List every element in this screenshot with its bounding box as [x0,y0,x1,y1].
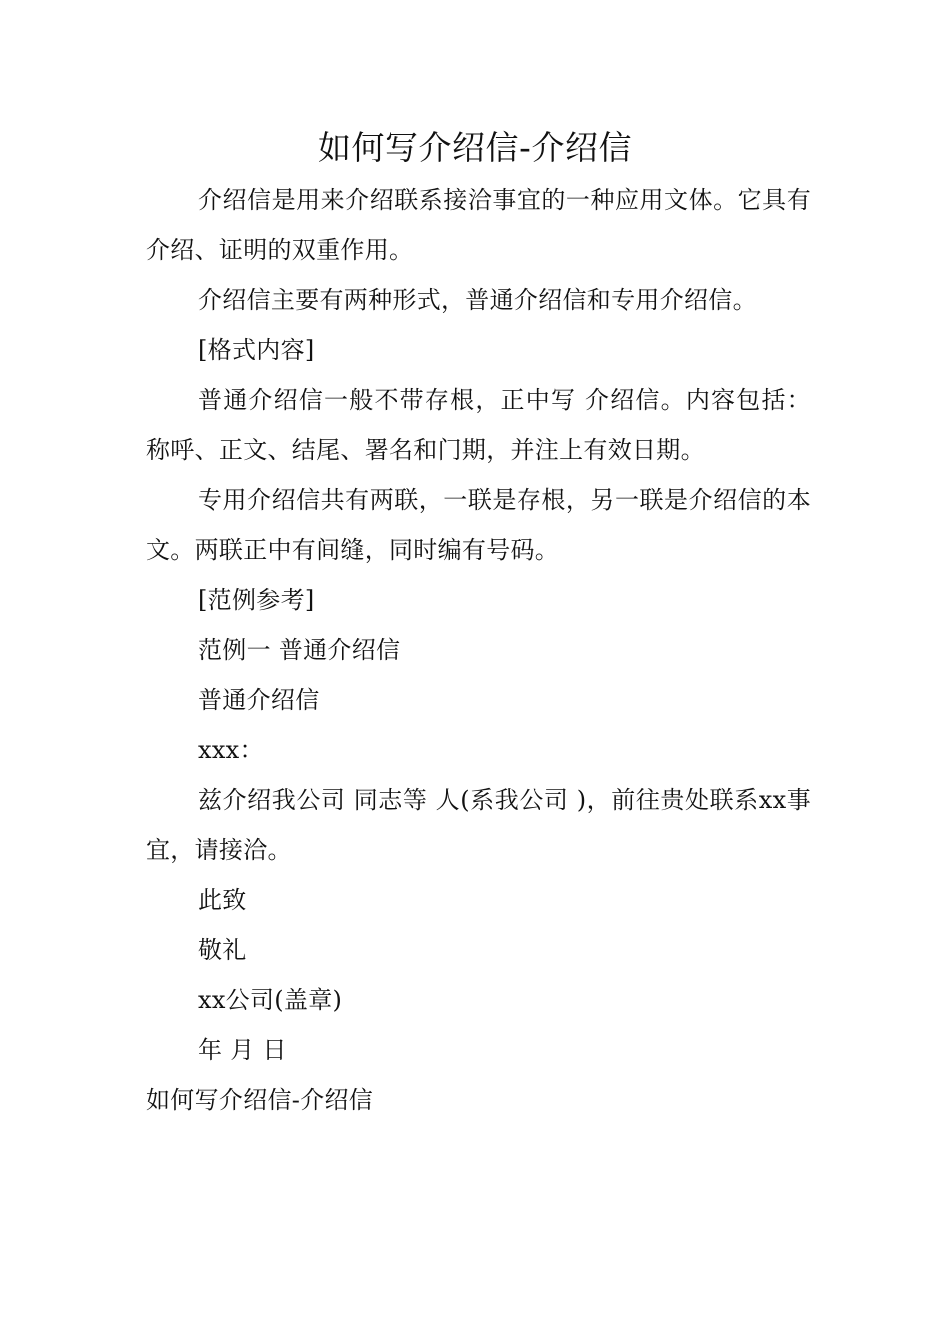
letter-regards: 敬礼 [198,936,247,964]
letter-title: 普通介绍信 [198,686,320,714]
document-body [146,175,811,1125]
letter-date: 年 月 日 [198,1036,287,1064]
document-title: 如何写介绍信-介绍信 [318,128,632,167]
paragraph-special-letter: 专用介绍信共有两联，一联是存根，另一联是介绍信的本文。两联正中有间缝，同时编有号码。 [146,486,811,564]
letter-closing: 此致 [198,886,247,914]
document-footer-title: 如何写介绍信-介绍信 [146,1086,374,1114]
example-heading: 范例一 普通介绍信 [198,636,401,664]
section-heading-examples: [范例参考] [198,586,315,614]
paragraph-forms: 介绍信主要有两种形式，普通介绍信和专用介绍信。 [198,286,757,314]
paragraph-intro: 介绍信是用来介绍联系接洽事宜的一种应用文体。它具有介绍、证明的双重作用。 [146,186,811,264]
section-heading-format: [格式内容] [198,336,315,364]
paragraph-ordinary-letter: 普通介绍信一般不带存根，正中写 介绍信。内容包括：称呼、正文、结尾、署名和门期，并注上有效日期。 [146,386,811,464]
letter-signature: xx公司(盖章) [198,986,343,1014]
letter-body: 兹介绍我公司 同志等 人(系我公司 )，前往贵处联系xx事宜，请接洽。 [146,786,811,864]
letter-salutation: xxx： [198,736,264,764]
